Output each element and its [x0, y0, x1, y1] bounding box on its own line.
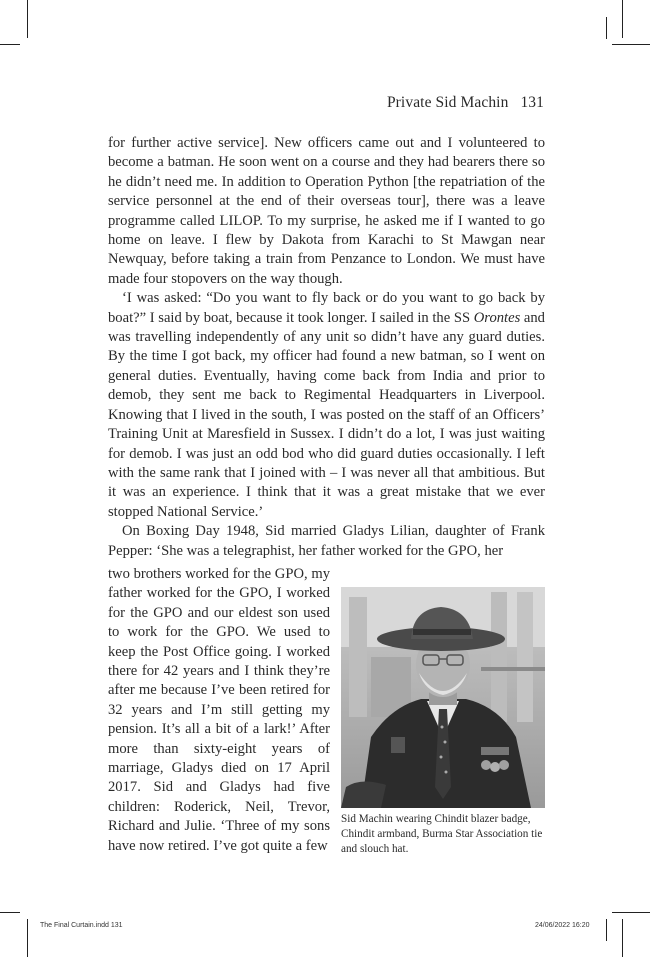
crop-mark [0, 44, 20, 45]
crop-mark [612, 912, 650, 913]
footer-file: The Final Curtain.indd 131 [40, 922, 123, 929]
running-title: Private Sid Machin [386, 94, 509, 111]
ship-name: Orontes [473, 309, 521, 326]
portrait-image [341, 587, 545, 808]
page-number: 131 [520, 94, 544, 111]
crop-mark [27, 919, 28, 957]
paragraph: On Boxing Day 1948, Sid married Gladys Lilian, daughter of Frank Pepper: ‘She was a telegraphist, her father worked for the GPO, her [108, 523, 545, 559]
body-text [108, 134, 545, 561]
paragraph: ‘I was asked: “Do you want to fly back or do you want to go back by boat?” I said by boat, because it took longer. I sailed in the SS Orontes and was travelling independently of any unit so didn’t have any guard duties. By the time I got back, my officer had found a new batman, so I went on general duties. Eventually, having come back from India and prior to demob, they sent me back to Regimental Headquarters in Liverpool. Knowing that I lived in the south, I was posted on the staff of an Officers’ Training Unit at Maresfield in Sussex. I didn’t do a lot, I was just waiting for demob. I was just an odd bod who did guard duties occasionally. I left with the same rank that I joined with – I was never all that ambitious. But it was an experience. I think that it was a great mistake that we ever stopped National Service.’ [108, 290, 545, 520]
crop-mark [612, 44, 650, 45]
crop-mark [606, 17, 607, 39]
crop-mark [606, 919, 607, 941]
footer-datetime: 24/06/2022 16:20 [535, 922, 590, 929]
portrait-photo [341, 587, 545, 808]
crop-mark [622, 0, 623, 38]
paragraph: for further active service]. New officers came out and I volunteered to become a batman. He soon went on a course and they had bearers there so he didn’t need me. In addition to Operation Python [the repatriation of the service personnel at the end of their overseas tour], there was a leave programme called LILOP. To my surprise, he asked me if I wanted to go home on leave. I flew by Dakota from Karachi to St Mawgan near Newquay, before taking a train from Penzance to London. We must have made four stopovers on the way though. [108, 135, 545, 287]
photo-caption: Sid Machin wearing Chindit blazer badge, Chindit armband, Burma Star Association tie and slouch hat. [341, 813, 543, 855]
running-header [387, 94, 544, 112]
crop-mark [27, 0, 28, 38]
wrapped-text-column [108, 565, 330, 856]
crop-mark [622, 919, 623, 957]
crop-mark [0, 912, 20, 913]
paragraph: two brothers worked for the GPO, my father worked for the GPO, I worked for the GPO and our eldest son used to work for the GPO. We used to keep the Post Office going. I worked there for 42 years and I think they’re after me because I’ve been retired for 32 years and I’m still getting my pension. It’s all a bit of a lark!’ After more than sixty-eight years of marriage, Gladys died on 17 April 2017. Sid and Gladys had five children: Roderick, Neil, Trevor, Richard and Julie. ‘Three of my sons have now retired. I’ve got quite a few [108, 566, 330, 854]
